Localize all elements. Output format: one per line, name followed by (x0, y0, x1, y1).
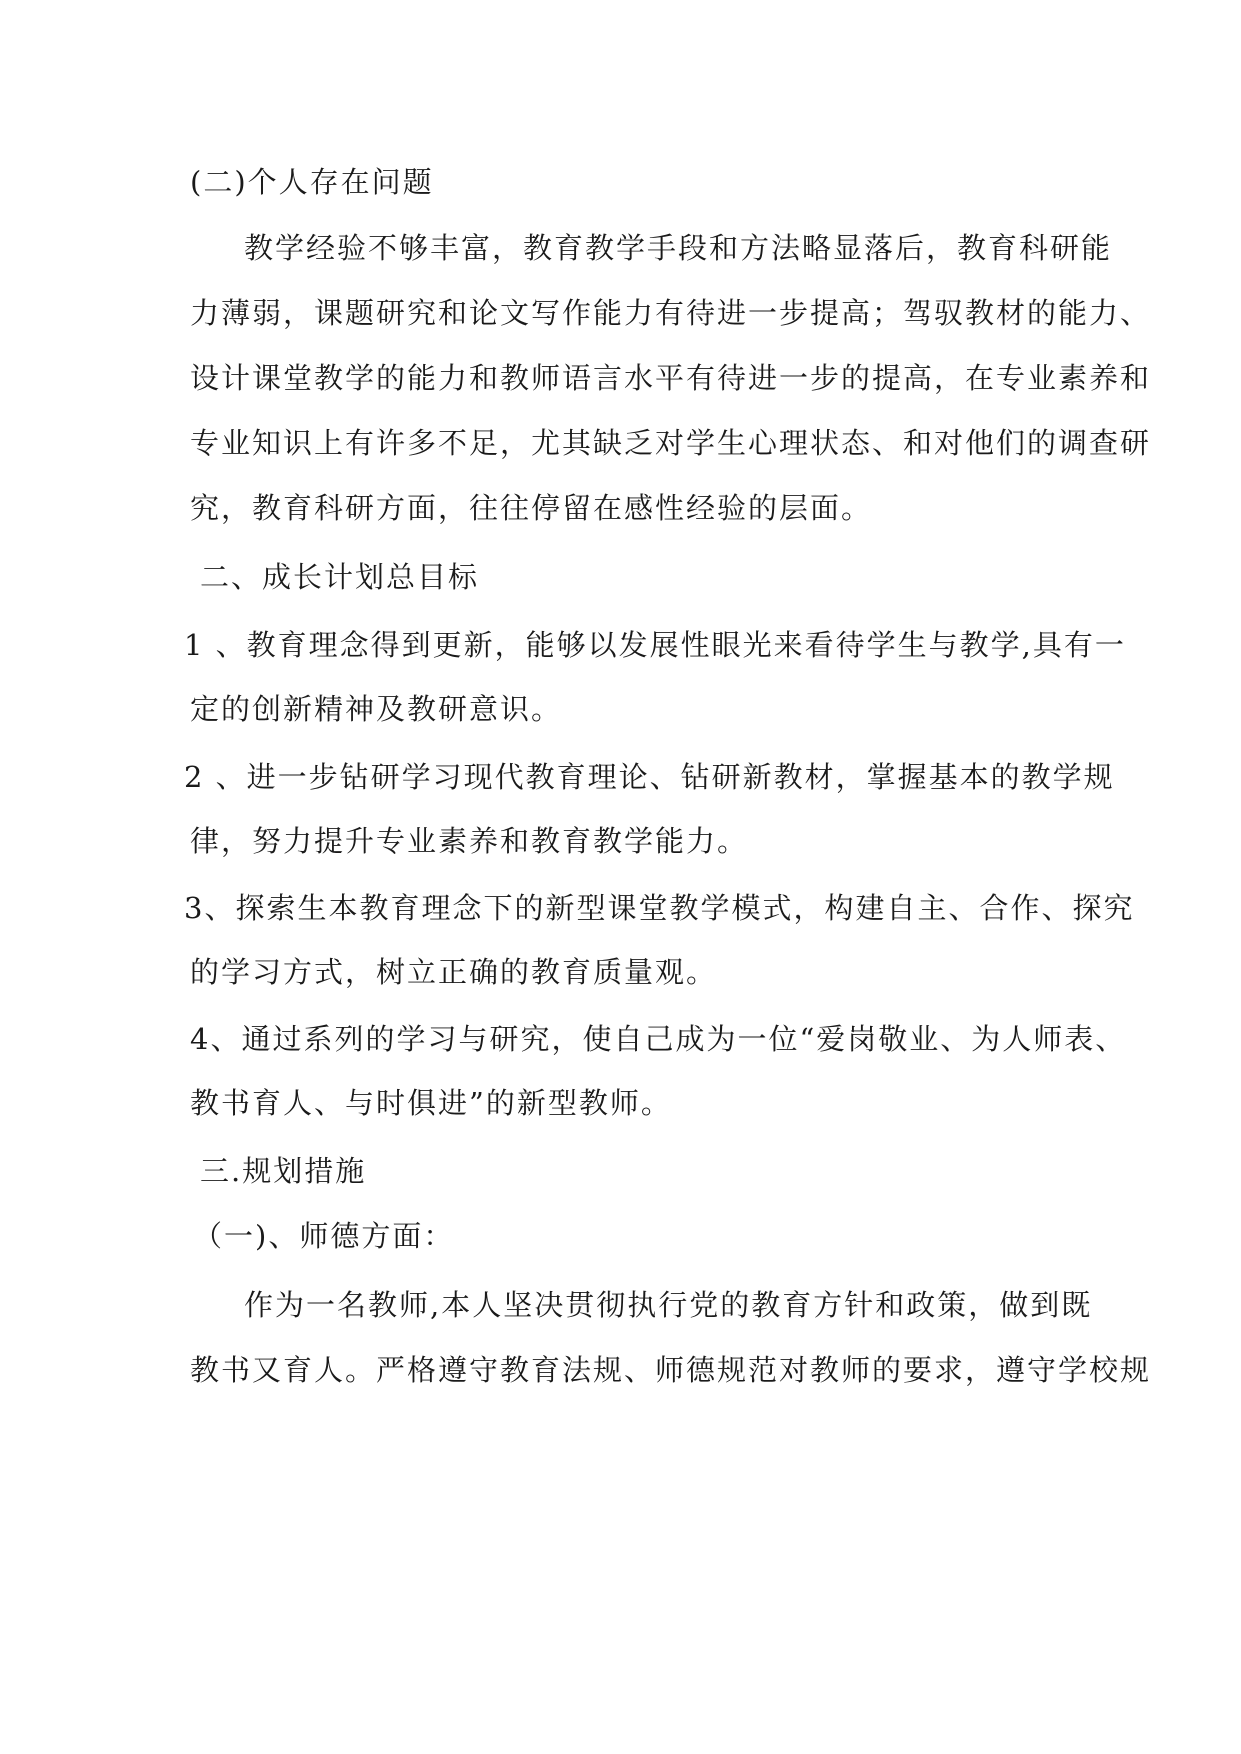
goal-item-4: 4、通过系列的学习与研究，使自己成为一位“爱岗敬业、为人师表、 (190, 1022, 1127, 1056)
paragraph-line: 教书又育人。严格遵守教育法规、师德规范对教师的要求，遵守学校规 (190, 1353, 1152, 1387)
goal-item-3-continued: 的学习方式，树立正确的教育质量观。 (190, 955, 718, 989)
goal-item-3: 3、探索生本教育理念下的新型课堂教学模式，构建自主、合作、探究 (184, 891, 1135, 925)
paragraph-line: 教学经验不够丰富，教育教学手段和方法略显落后，教育科研能 (244, 231, 1113, 265)
paragraph-line: 究，教育科研方面，往往停留在感性经验的层面。 (190, 491, 873, 525)
section-heading-personal-problems: (二)个人存在问题 (190, 165, 434, 199)
section-heading-overall-goals: 二、成长计划总目标 (200, 560, 480, 594)
paragraph-line: 力薄弱，课题研究和论文写作能力有待进一步提高；驾驭教材的能力、 (190, 296, 1152, 330)
goal-item-2-continued: 律，努力提升专业素养和教育教学能力。 (190, 824, 749, 858)
paragraph-line: 作为一名教师,本人坚决贯彻执行党的教育方针和政策，做到既 (244, 1288, 1093, 1322)
goal-item-1-continued: 定的创新精神及教研意识。 (190, 692, 563, 726)
goal-item-4-continued: 教书育人、与时俱进”的新型教师。 (190, 1086, 672, 1120)
subsection-heading-teacher-ethics: （一)、师德方面： (193, 1219, 455, 1253)
goal-item-1: 1 、教育理念得到更新，能够以发展性眼光来看待学生与教学,具有一 (184, 628, 1126, 662)
paragraph-line: 专业知识上有许多不足，尤其缺乏对学生心理状态、和对他们的调查研 (190, 426, 1152, 460)
goal-item-2: 2 、进一步钻研学习现代教育理论、钻研新教材，掌握基本的教学规 (184, 760, 1115, 794)
paragraph-line: 设计课堂教学的能力和教师语言水平有待进一步的提高，在专业素养和 (190, 361, 1152, 395)
section-heading-planning-measures: 三.规划措施 (200, 1154, 367, 1188)
